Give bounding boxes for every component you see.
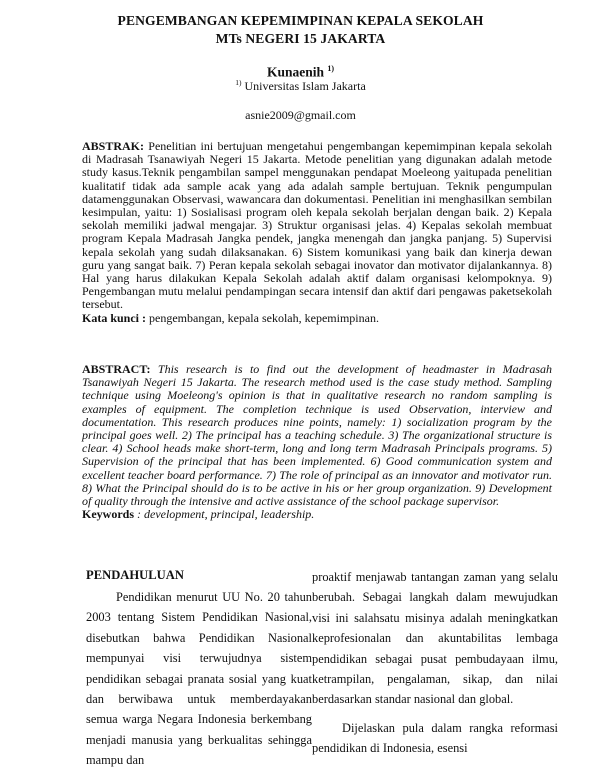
author-email: asnie2009@gmail.com: [245, 108, 356, 122]
abstrak-body: Penelitian ini bertujuan mengetahui pengembangan kepemimpinan kepala sekolah di Madrasah Tsanawiyah Negeri 15 Jakarta. Metode penelitian yang digunakan adalah metode study kasus.Teknik pengambilan sampel menggunakan pendapat Moeleong yaitupada penelitian kualitatif tidak ada sample acak yang ada adalah sample bertujuan. Teknik pengumpulan datamenggunakan Observasi, wawancara dan dokumentasi. Penelitian ini menghasilkan sembilan kesimpulan, yaitu: 1) Sosialisasi program oleh kepala sekolah berjalan dengan baik. 2) Kepala sekolah memiliki jadwal mengajar. 3) Struktur organisasi jelas. 4) Kepalas sekolah membuat program Kepala Madrasah Jangka pendek, jangka menengah dan jangka panjang. 5) Supervisi kepala sekolah yang sudah dilaksanakan. 6) Sistem komunikasi yang baik dan kinerja dewan guru yang sangat baik. 7) Peran kepala sekolah sebagai inovator dan motivator dijalankannya. 8) Hal yang harus dilakukan Kepala Sekolah adalah aktif dalam organisasi kelompoknya. 9) Pengembangan mutu melalui pendampingan secara intensif dan aktif dari pengawas paketsekolah tersebut.: [82, 139, 552, 312]
kata-kunci-values: pengembangan, kepala sekolah, kepemimpinan.: [146, 310, 379, 325]
intro-paragraph-2: Dijelaskan pula dalam rangka reformasi pendidikan di Indonesia, esensi: [312, 720, 558, 756]
title-line-2: MTs NEGERI 15 JAKARTA: [215, 31, 386, 46]
abstract-english: [82, 363, 552, 521]
author-superscript: 1): [327, 64, 335, 73]
keywords-values: : development, principal, leadership.: [134, 507, 315, 522]
abstrak-paragraph: [82, 140, 552, 312]
abstract-label: ABSTRACT:: [82, 362, 151, 376]
affiliation: [0, 78, 601, 94]
kata-kunci: [82, 312, 552, 325]
body-column-right: [312, 567, 558, 759]
keywords-label: Keywords: [82, 507, 134, 522]
intro-paragraph-1-continued: proaktif menjawab tantangan zaman yang selalu berubah. Sebagai langkah dalam mewujudkan visi ini salahsatu misinya adalah meningkatkan keprofesionalan dan akuntabilitas lembaga pendidikan sebagai pusat pembudayaan ilmu, ketrampilan, pengalaman, sikap, dan nilai berdasarkan standar nasional dan global.: [312, 570, 558, 707]
keywords: [82, 508, 552, 521]
abstrak-label: ABSTRAK:: [82, 139, 145, 153]
body-column-left: [86, 567, 312, 771]
intro-paragraph-1: Pendidikan menurut UU No. 20 tahun 2003 tentang Sistem Pendidikan Nasional, disebutkan bahwa Pendidikan Nasional mempunyai visi terwujudnya sistem pendidikan sebagai pranata sosial yang kuat dan berwibawa untuk memberdayakan semua warga Negara Indonesia berkembang menjadi manusia yang berkualitas sehingga mampu dan: [86, 590, 312, 768]
author-name-text: Kunaenih: [266, 64, 324, 80]
paper-title: [0, 12, 601, 48]
title-line-1: PENGEMBANGAN KEPEMIMPINAN KEPALA SEKOLAH: [117, 13, 484, 28]
abstract-body: This research is to find out the development of headmaster in Madrasah Tsanawiyah Negeri 15 Jakarta. The research method used is the case study method. Sampling technique using Moeleong's opinion is that in qualitative research no random sampling is examples of equipment. The completion technique is used Observation, interview and documentation. This research produces nine points, namely: 1) socialization program by the principal goes well. 2) The principal has a teaching schedule. 3) The organizational structure is clear. 4) School heads make short-term, long and long term Madrasah Principals programs. 5) Supervision of the principal that has been implemented. 6) Good communication system and excellent teacher board performance. 7) The role of principal as an innovator and motivator run. 8) What the Principal should do is to be active in his or her group organization. 9) Development of quality through the intensive and active assistance of the school package supervisor.: [82, 362, 552, 509]
section-heading: PENDAHULUAN: [86, 568, 184, 582]
kata-kunci-label: Kata kunci :: [82, 310, 147, 325]
affiliation-text: Universitas Islam Jakarta: [244, 79, 366, 93]
abstrak-indonesian: [82, 140, 552, 325]
abstract-paragraph: [82, 363, 552, 508]
affiliation-superscript: 1): [235, 78, 242, 87]
